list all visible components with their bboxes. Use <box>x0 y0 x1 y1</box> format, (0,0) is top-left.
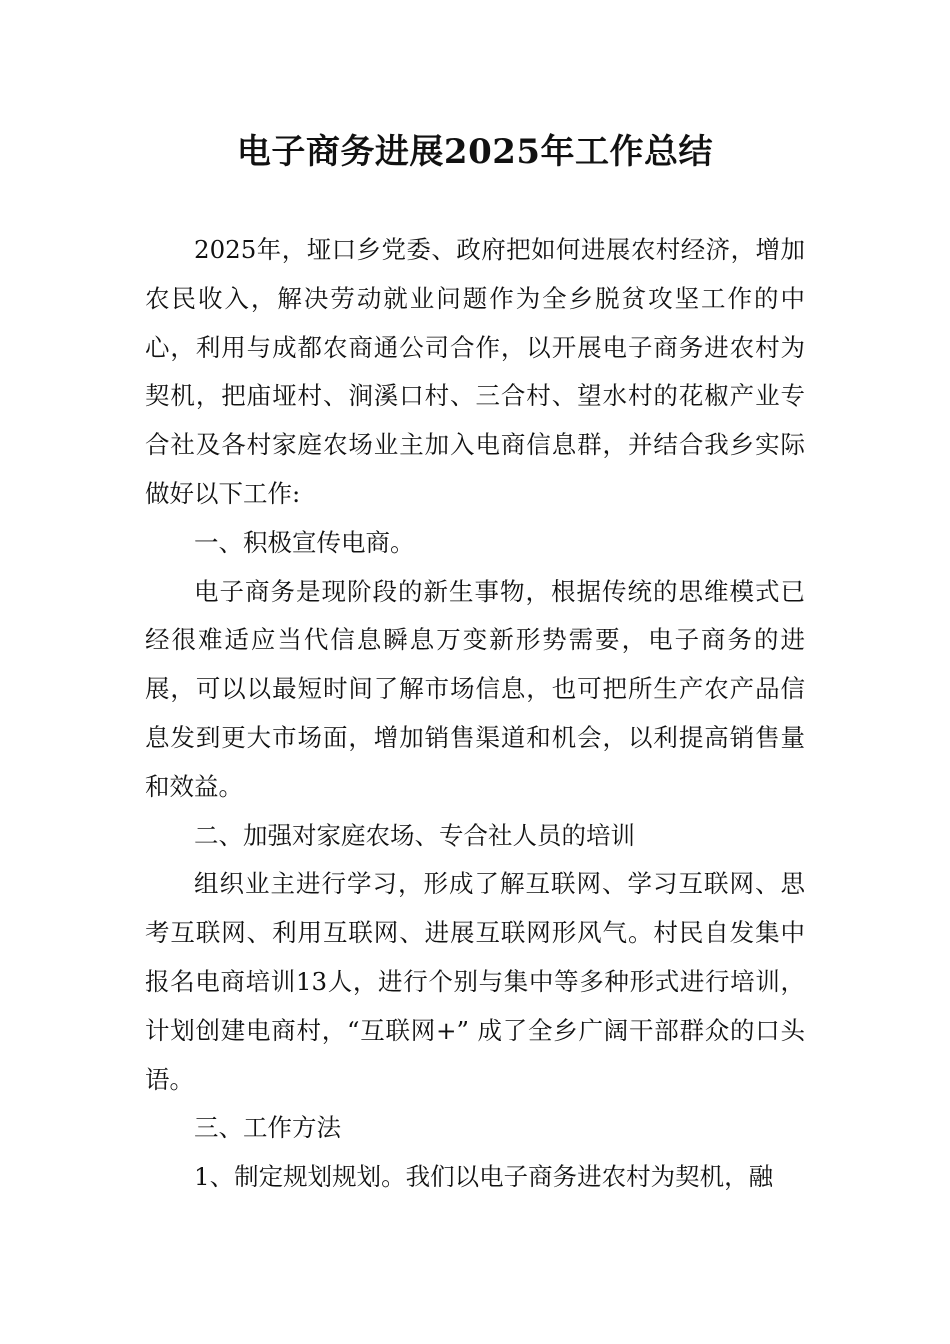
document-body <box>145 226 805 1202</box>
document-title: 电子商务进展2025年工作总结 <box>236 132 714 172</box>
section-heading-3: 三、工作方法 <box>194 1113 341 1143</box>
section-heading-1: 一、积极宣传电商。 <box>194 527 415 557</box>
section-heading-2: 二、加强对家庭农场、专合社人员的培训 <box>194 820 635 850</box>
section-1-paragraph: 电子商务是现阶段的新生事物，根据传统的思维模式已经很难适应当代信息瞬息万变新形势需要，电子商务的进展，可以以最短时间了解市场信息，也可把所生产农产品信息发到更大市场面，增加销售渠道和机会，以利提高销售量和效益。 <box>145 576 805 801</box>
section-3-paragraph: 1、制定规划规划。我们以电子商务进农村为契机，融 <box>194 1162 774 1192</box>
section-2-paragraph: 组织业主进行学习，形成了解互联网、学习互联网、思考互联网、利用互联网、进展互联网形风气。村民自发集中报名电商培训13人，进行个别与集中等多种形式进行培训，计划创建电商村，“互联网+” 成了全乡广阔干部群众的口头语。 <box>145 869 805 1094</box>
intro-paragraph: 2025年，垭口乡党委、政府把如何进展农村经济，增加农民收入，解决劳动就业问题作为全乡脱贫攻坚工作的中心，利用与成都农商通公司合作，以开展电子商务进农村为契机，把庙垭村、涧溪口村、三合村、望水村的花椒产业专合社及各村家庭农场业主加入电商信息群，并结合我乡实际做好以下工作: <box>145 235 805 508</box>
